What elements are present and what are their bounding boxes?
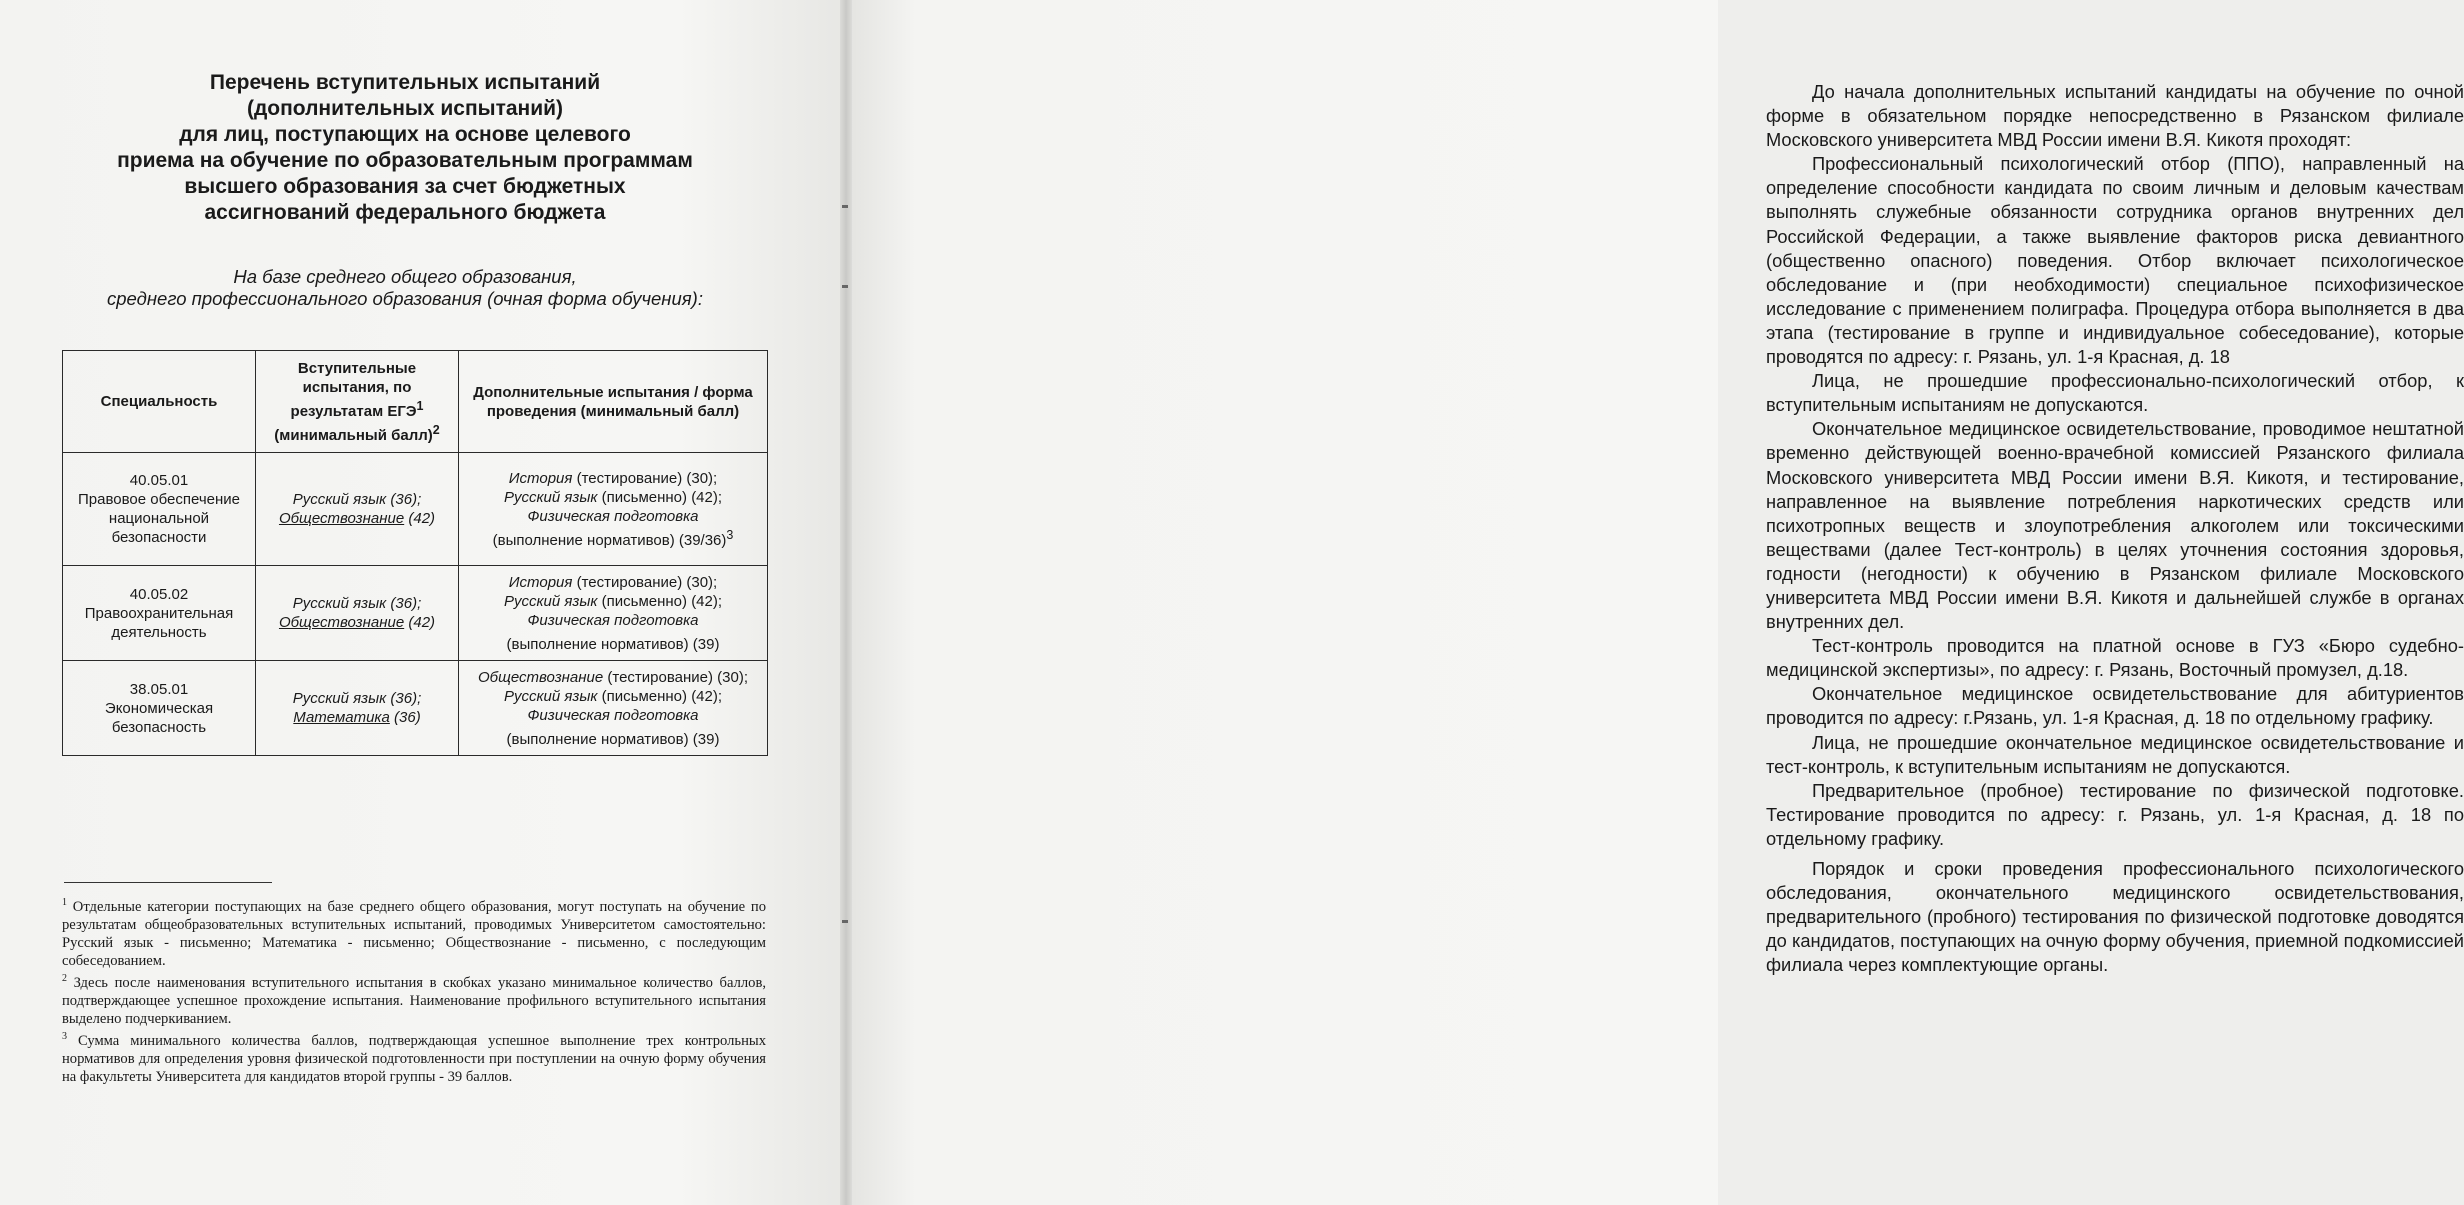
paragraph: Окончательное медицинское освидетельствование, проводимое нештатной временно действующей военно-врачебной комиссией Рязанского филиала Московского университета МВД России имени В.Я. Кикотя, и тестирование, направленное на выявление потребления наркотических средств или психотропных веществ и злоупотребления алкоголем или токсическими веществами (далее Тест-контроль) в целях уточнения состояния здоровья, годности (негодности) к обучению в Рязанском филиале Московского университета МВД России имени В.Я. Кикотя и дальнейшей службе в органах внутренних дел. — [1766, 418, 2464, 633]
ege-subject: Русский язык (36); — [292, 491, 422, 508]
header-ege: Вступительные испытания, по результатам ЕГЭ$^1$ (минимальный балл)$^2$ — [256, 351, 459, 453]
profile-subject: Обществознание — [278, 510, 405, 527]
title-line: для лиц, поступающих на основе целевого — [179, 123, 631, 146]
header-additional: Дополнительные испытания / форма проведения (минимальный балл) — [459, 351, 768, 453]
ege-cell: Русский язык (36); Обществознание (42) — [256, 566, 459, 661]
title-line: Перечень вступительных испытаний — [209, 71, 601, 94]
exams-table — [62, 350, 768, 756]
specialty-cell — [63, 566, 256, 661]
paragraph: До начала дополнительных испытаний кандидаты на обучение по очной форме в обязательном порядке непосредственно в Рязанском филиале Московского университета МВД России имени В.Я. Кикотя проходят: — [1766, 81, 2464, 151]
table-row — [63, 566, 768, 661]
table-row — [63, 661, 768, 756]
staple-mark — [842, 285, 848, 288]
title-line: высшего образования за счет бюджетных — [184, 175, 626, 198]
title-line: ассигнований федерального бюджета — [204, 201, 606, 224]
paragraph: Порядок и сроки проведения профессионального психологического обследования, окончательного медицинского освидетельствования, предварительного (пробного) тестирования по физической подготовке доводятся до кандидатов, поступающих на очную форму обучения, приемной подкомиссией филиала через комплектующие органы. — [1766, 858, 2464, 976]
ege-subject: Русский язык (36); — [292, 690, 422, 707]
footnote-divider — [64, 882, 272, 883]
specialty-code: 40.05.02 — [129, 585, 189, 603]
staple-mark — [842, 920, 848, 923]
title-line: приема на обучение по образовательным программам — [117, 149, 693, 172]
specialty-cell — [63, 661, 256, 756]
footnote: $^3$ Сумма минимального количества баллов, подтверждающая успешное выполнение трех контрольных нормативов для определения уровня физической подготовленности при поступлении на очную форму обучения на факультеты Университета для кандидатов второй группы - 39 баллов. — [62, 1030, 766, 1085]
body-text — [1766, 80, 2464, 977]
right-page — [846, 0, 2464, 1205]
title-line: (дополнительных испытаний) — [246, 97, 564, 120]
paragraph: Лица, не прошедшие профессионально-психологический отбор, к вступительным испытаниям не допускаются. — [1766, 370, 2464, 416]
profile-subject: Математика — [293, 709, 390, 726]
specialty-code: 38.05.01 — [129, 680, 189, 698]
footnote: $^2$ Здесь после наименования вступительного испытания в скобках указано минимальное количество баллов, подтверждающее успешное прохождение испытания. Наименование профильного вступительного испытания выделено подчеркиванием. — [62, 972, 766, 1027]
ege-subject: Русский язык (36); — [292, 595, 422, 612]
paragraph: Тест-контроль проводится на платной основе в ГУЗ «Бюро судебно-медицинской экспертизы», по адресу: г. Рязань, Восточный промузел, д.18. — [1766, 635, 2464, 681]
subtitle — [70, 266, 740, 310]
footnote: $^1$ Отдельные категории поступающих на базе среднего общего образования, могут поступать на обучение по результатам общеобразовательных вступительных испытаний, проводимых Университетом самостоятельно: Русский язык - письменно; Математика - письменно; Обществознание - письменно, с последующим собеседованием. — [62, 897, 766, 969]
specialty-name: Экономическая безопасность — [104, 699, 214, 736]
additional-cell: История (тестирование) (30); Русский язык (письменно) (42); Физическая подготовка (выполнение нормативов) (39) — [459, 566, 768, 661]
subtitle-line: среднего профессионального образования (очная форма обучения): — [107, 288, 703, 309]
table-header-row — [63, 351, 768, 453]
left-page — [0, 0, 846, 1205]
paragraph: Лица, не прошедшие окончательное медицинское освидетельствование и тест-контроль, к вступительным испытаниям не допускаются. — [1766, 731, 2464, 777]
additional-cell: Обществознание (тестирование) (30); Русский язык (письменно) (42); Физическая подготовка (выполнение нормативов) (39) — [459, 661, 768, 756]
paragraph: Окончательное медицинское освидетельствование для абитуриентов проводится по адресу: г.Рязань, ул. 1-я Красная, д. 18 по отдельному графику. — [1766, 683, 2464, 729]
specialty-name: Правоохранительная деятельность — [84, 604, 234, 641]
subtitle-line: На базе среднего общего образования, — [233, 266, 577, 287]
paragraph: Предварительное (пробное) тестирование по физической подготовке. Тестирование проводится по адресу: г. Рязань, ул. 1-я Красная, д. 18 по отдельному графику. — [1766, 779, 2464, 849]
header-specialty: Специальность — [63, 351, 256, 453]
footnote-ref: 2 — [432, 422, 440, 437]
table-row — [63, 453, 768, 566]
additional-cell: История (тестирование) (30); Русский язык (письменно) (42); Физическая подготовка (выполнение нормативов) $(39/36)^3$ — [459, 453, 768, 566]
page-title — [70, 70, 740, 226]
book-spine — [840, 0, 852, 1205]
specialty-name: Правовое обеспечение национальной безопасности — [78, 491, 240, 546]
footnote-ref: 3 — [726, 527, 734, 542]
ege-cell: Русский язык (36); Обществознание (42) — [256, 453, 459, 566]
ege-cell: Русский язык (36); Математика (36) — [256, 661, 459, 756]
profile-subject: Обществознание — [278, 614, 405, 631]
paragraph: Профессиональный психологический отбор (ППО), направленный на определение способности кандидата по своим личным и деловым качествам выполнять служебные обязанности сотрудника органов внутренних дел Российской Федерации, а также выявление факторов риска девиантного (общественно опасного) поведения. Отбор включает психологическое обследование и (при необходимости) специальное психофизическое исследование с применением полиграфа. Процедура отбора выполняется в два этапа (тестирование в группе и индивидуальное собеседование), которые проводятся по адресу: г. Рязань, ул. 1-я Красная, д. 18 — [1766, 153, 2464, 368]
specialty-cell — [63, 453, 256, 566]
footnote-ref: 1 — [416, 398, 424, 413]
specialty-code: 40.05.01 — [129, 472, 189, 489]
staple-mark — [842, 205, 848, 208]
footnotes — [62, 894, 766, 1086]
